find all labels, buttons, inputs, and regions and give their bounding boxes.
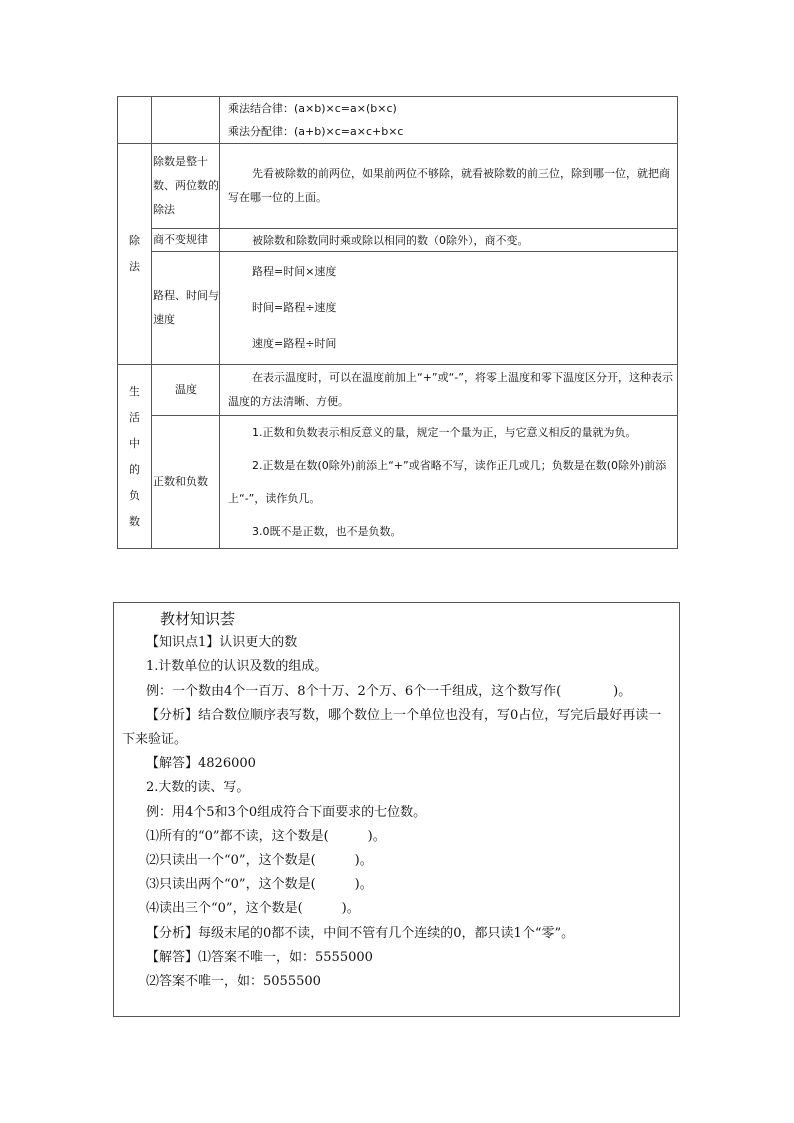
- answer-text: ⑵答案不唯一，如：5055500: [146, 974, 321, 990]
- table-row: [118, 229, 678, 252]
- question-line: ⑶只读出两个“0”，这个数是( )。: [146, 877, 373, 893]
- table-row: [118, 144, 678, 229]
- topic-content: [220, 416, 678, 549]
- question-line: ⑷读出三个“0”，这个数是( )。: [146, 901, 360, 917]
- formula-line: 路程=时间×速度: [252, 265, 337, 278]
- item-heading: 1.计数单位的认识及数的组成。: [146, 659, 328, 675]
- topic-label: 除数是整十数、两位数的除法: [152, 144, 220, 229]
- category-label: 除法: [129, 234, 140, 273]
- topic-label: 商不变规律: [152, 229, 220, 252]
- summary-table: [117, 96, 678, 549]
- topic-content: 被除数和除数同时乘或除以相同的数（0除外），商不变。: [220, 229, 678, 252]
- table-row: [118, 97, 678, 144]
- topic-label: 温度: [152, 365, 220, 416]
- formula-line: 时间=路程÷速度: [252, 301, 337, 314]
- knowledge-box: [113, 602, 680, 1017]
- law-distributive: 乘法分配律：(a+b)×c=a×c+b×c: [228, 125, 404, 138]
- topic-content: [220, 252, 678, 365]
- question-line: ⑴所有的“0”都不读，这个数是( )。: [146, 828, 386, 844]
- category-label: 生活中的负数: [129, 384, 140, 528]
- knowledge-title: 教材知识荟: [160, 610, 236, 628]
- question-line: ⑵只读出一个“0”，这个数是( )。: [146, 853, 373, 869]
- knowledge-point-heading: 【知识点1】认识更大的数: [146, 635, 298, 651]
- law-associative: 乘法结合律：(a×b)×c=a×(b×c): [228, 102, 397, 115]
- topic-label: 路程、时间与速度: [152, 252, 220, 365]
- example-text: 例：一个数由4个一百万、8个十万、2个万、6个一千组成，这个数写作( )。: [146, 683, 632, 699]
- formula-line: 速度=路程÷时间: [252, 337, 337, 350]
- category-negative: [118, 365, 152, 549]
- table-row: [118, 416, 678, 549]
- paragraph: 2.正数是在数(0除外)前添上“+”或省略不写，读作正几或几；负数是在数(0除外)前添上“-”，读作负几。: [228, 459, 667, 505]
- table-cell: [118, 97, 152, 144]
- table-cell: [152, 97, 220, 144]
- table-row: [118, 252, 678, 365]
- item-heading: 2.大数的读、写。: [146, 780, 250, 796]
- category-division: [118, 144, 152, 365]
- topic-label: 正数和负数: [152, 416, 220, 549]
- answer-text: 【解答】4826000: [146, 756, 256, 772]
- topic-content: 先看被除数的前两位，如果前两位不够除，就看被除数的前三位，除到哪一位，就把商写在哪一位的上面。: [220, 144, 678, 229]
- analysis-text: 【分析】每级末尾的0都不读，中间不管有几个连续的0，都只读1个“零”。: [146, 925, 575, 941]
- analysis-text: 【分析】结合数位顺序表写数，哪个数位上一个单位也没有，写0占位，写完后最好再读一下来验证。: [122, 707, 662, 748]
- answer-text: 【解答】⑴答案不唯一，如：5555000: [146, 949, 373, 965]
- topic-content: 在表示温度时，可以在温度前加上“+”或“-”，将零上温度和零下温度区分开，这种表示温度的方法清晰、方便。: [220, 365, 678, 416]
- paragraph: 1.正数和负数表示相反意义的量，规定一个量为正，与它意义相反的量就为负。: [252, 426, 637, 439]
- example-text: 例：用4个5和3个0组成符合下面要求的七位数。: [146, 804, 427, 820]
- table-cell: [220, 97, 678, 144]
- paragraph: 3.0既不是正数，也不是负数。: [252, 525, 402, 538]
- table-row: [118, 365, 678, 416]
